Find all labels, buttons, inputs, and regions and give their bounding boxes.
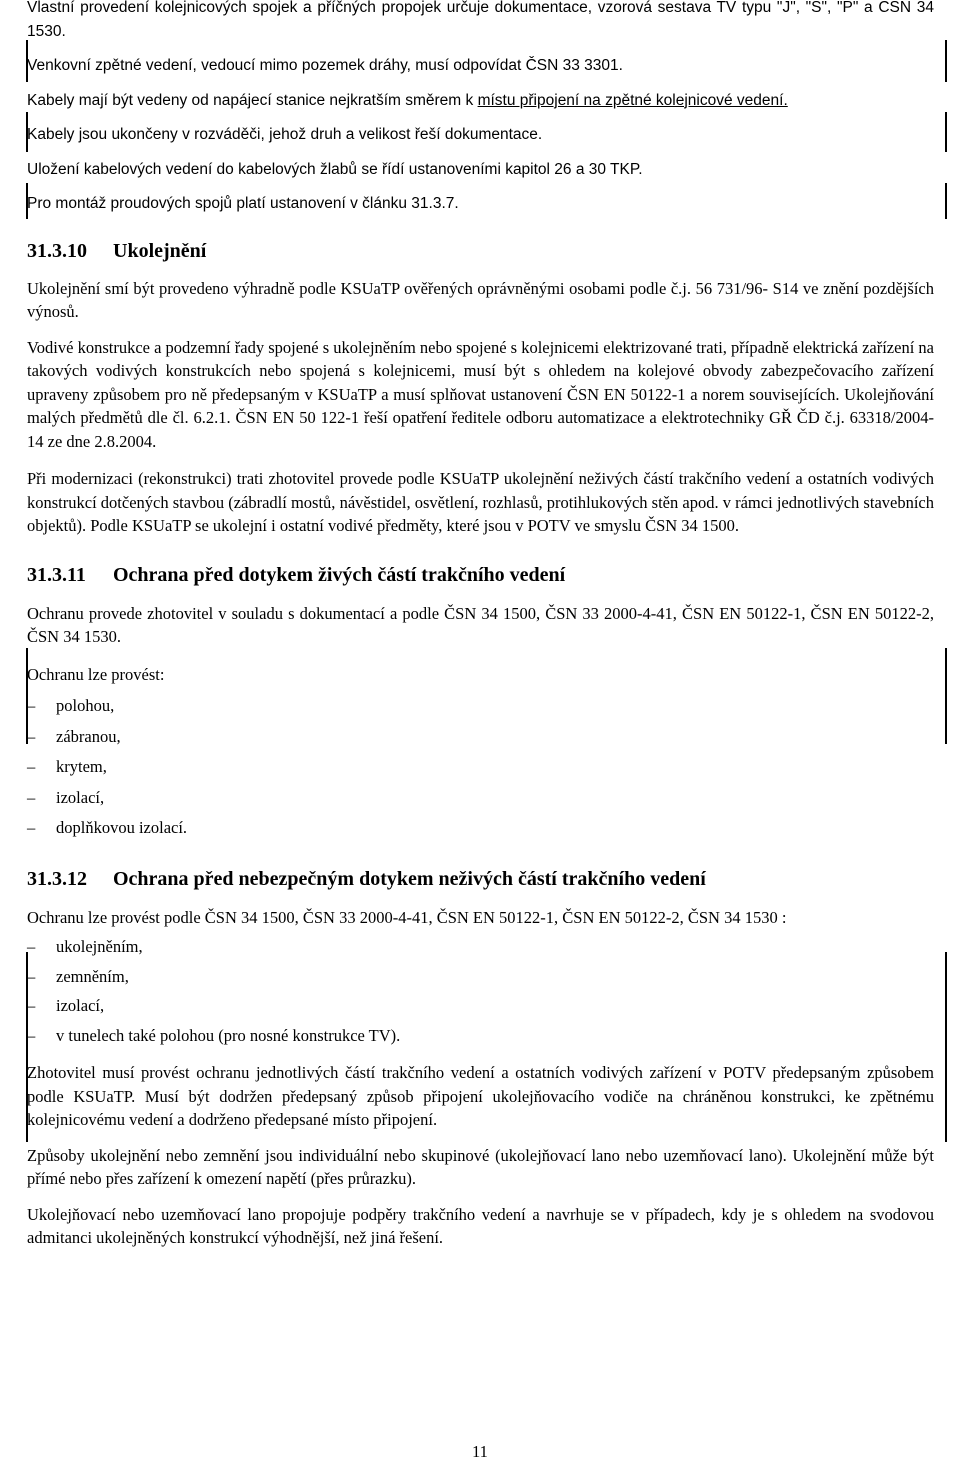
paragraph-modernization: Při modernizaci (rekonstrukci) trati zhotovitel provede podle KSUaTP ukolejnění neživých částí trakčního vedení a ostatních vodivých konstrukcí dotčených stavbou (zábradlí mostů, návěstidel, osvětlení, rozhlasů, protihlukových stěn apod. v rámci jednotlivých stavebních objektů). Podle KSUaTP se ukolejní i ostatní vodivé předměty, které jsou v POTV ve smyslu ČSN 34 1500.: [27, 469, 934, 535]
dash-bullet: –: [27, 818, 36, 837]
list-item-text: v tunelech také polohou (pro nosné konstrukce TV).: [56, 1025, 401, 1045]
paragraph-bonding-cable: Ukolejňovací nebo uzemňovací lano propojuje podpěry trakčního vedení a navrhuje se v případech, kdy je s ohledem na svodovou admitanci ukolejněných konstrukcí výhodnější, než jiná řešení.: [27, 1204, 934, 1247]
paragraph-current-joints: Pro montáž proudových spojů platí ustanovení v článku 31.3.7.: [27, 195, 459, 212]
paragraph-bonding-authorization: Ukolejnění smí být provedeno výhradně podle KSUaTP ověřených oprávněnými osobami podle č.j. 56 731/96- S14 ve znění pozdějších výnosů.: [27, 278, 934, 321]
paragraph-protection-standards: Ochranu provede zhotovitel v souladu s dokumentací a podle ČSN 34 1500, ČSN 33 2000-4-41, ČSN EN 50122-1, ČSN EN 50122-2, ČSN 34 1530.: [27, 603, 934, 646]
list-item: [27, 816, 934, 840]
paragraph-cable-trays: Uložení kabelových vedení do kabelových žlabů se řídí ustanoveními kapitol 26 a 30 TKP.: [27, 160, 643, 178]
underlined-text: místu připojení na zpětné kolejnicové vedení.: [477, 91, 788, 109]
page-number: 11: [472, 1442, 488, 1461]
list-item: [27, 1024, 934, 1048]
paragraph-outdoor-return: Venkovní zpětné vedení, vedoucí mimo pozemek dráhy, musí odpovídat ČSN 33 3301.: [27, 57, 623, 74]
change-bar-right: [945, 648, 947, 744]
document-page: [27, 0, 934, 1250]
list-item: [27, 965, 934, 989]
change-bar-right: [945, 40, 947, 82]
list-item-text: doplňkovou izolací.: [56, 818, 188, 837]
paragraph-cable-route: [27, 89, 934, 113]
section-number: 31.3.11: [27, 563, 86, 586]
list-item-text: zábranou,: [56, 726, 121, 746]
section-title: Ochrana před dotykem živých částí trakčního vedení: [113, 563, 566, 586]
dash-bullet: –: [27, 966, 36, 986]
paragraph-cable-termination: Kabely jsou ukončeny v rozváděči, jehož druh a velikost řeší dokumentace.: [27, 126, 543, 143]
dash-bullet: –: [27, 787, 36, 807]
dash-bullet: –: [27, 726, 36, 746]
change-bar-right: [945, 183, 947, 219]
paragraph-contractor-protection: Zhotovitel musí provést ochranu jednotlivých částí trakčního vedení a ostatních vodivých zařízení v POTV předepsaným způsobem podle KSUaTP. Musí být dodržen předepsaný způsob připojení ukolejňovacího vodiče na chráněnou konstrukci, ke zpětnému kolejnicovému vedení a dodrženo předepsané místo připojení.: [27, 1063, 934, 1129]
paragraph-indirect-contact-standards: Ochranu lze provést podle ČSN 34 1500, ČSN 33 2000-4-41, ČSN EN 50122-1, ČSN EN 50122-2, ČSN 34 1530 :: [27, 907, 787, 927]
paragraph-bonding-methods: Způsoby ukolejnění nebo zemnění jsou individuální nebo skupinové (ukolejňovací lano nebo uzemňovací lano). Ukolejnění může být přímé nebo přes zařízení k omezení napětí (přes průrazku).: [27, 1145, 934, 1188]
dash-bullet: –: [27, 696, 36, 715]
list-item: [27, 694, 934, 718]
section-heading-31-3-11: [27, 562, 934, 588]
dash-bullet: –: [27, 996, 36, 1015]
paragraph-conductive-structures: Vodivé konstrukce a podzemní řady spojené s ukolejněním nebo spojené s kolejnicemi elektrizované trati, případně elektrická zařízení na takových vodivých konstrukcích nebo spojená s kolejnicemi, musí být s ohledem na kolejové obvody zabezpečovacího zařízení upraveny způsobem pro ně předepsaným v KSUaTP a musí splňovat ustanovení ČSN EN 50122-1 a norem souvisejících. Ukolejňování malých předmětů dle čl. 6.2.1. ČSN EN 50 122-1 řeší opatření ředitele odboru automatizace a elektrotechniky GŘ ČD č.j. 63318/2004-14 ze dne 2.8.2004.: [27, 337, 934, 451]
change-bar-right: [945, 952, 947, 1142]
paragraph-fittings: Vlastní provedení kolejnicových spojek a příčných propojek určuje dokumentace, vzorová sestava TV typu "J", "S", "P" a ČSN 34 1530.: [27, 0, 934, 40]
list-item-text: izolací,: [56, 996, 105, 1015]
list-item: [27, 786, 934, 810]
text-run: Kabely mají být vedeny od napájecí stanice nejkratším směrem k: [27, 91, 478, 109]
dash-bullet: –: [27, 1025, 36, 1045]
list-item-text: krytem,: [56, 757, 107, 776]
list-item: [27, 755, 934, 779]
section-title: Ukolejnění: [113, 239, 207, 262]
indirect-protection-list: [27, 935, 934, 1047]
list-item-text: polohou,: [56, 696, 115, 715]
section-title: Ochrana před nebezpečným dotykem neživých částí trakčního vedení: [113, 867, 706, 890]
section-heading-31-3-10: [27, 238, 934, 264]
section-number: 31.3.10: [27, 239, 87, 262]
protection-methods-list: [27, 694, 934, 840]
section-heading-31-3-12: [27, 866, 934, 892]
dash-bullet: –: [27, 937, 36, 956]
list-item-text: zemněním,: [56, 966, 129, 986]
list-item: [27, 725, 934, 749]
list-item-text: ukolejněním,: [56, 937, 143, 956]
section-number: 31.3.12: [27, 867, 87, 890]
list-item: [27, 935, 934, 959]
list-item-text: izolací,: [56, 787, 105, 807]
list-item: [27, 994, 934, 1018]
dash-bullet: –: [27, 757, 36, 776]
paragraph-protection-methods: Ochranu lze provést:: [27, 664, 165, 684]
change-bar-right: [945, 112, 947, 152]
